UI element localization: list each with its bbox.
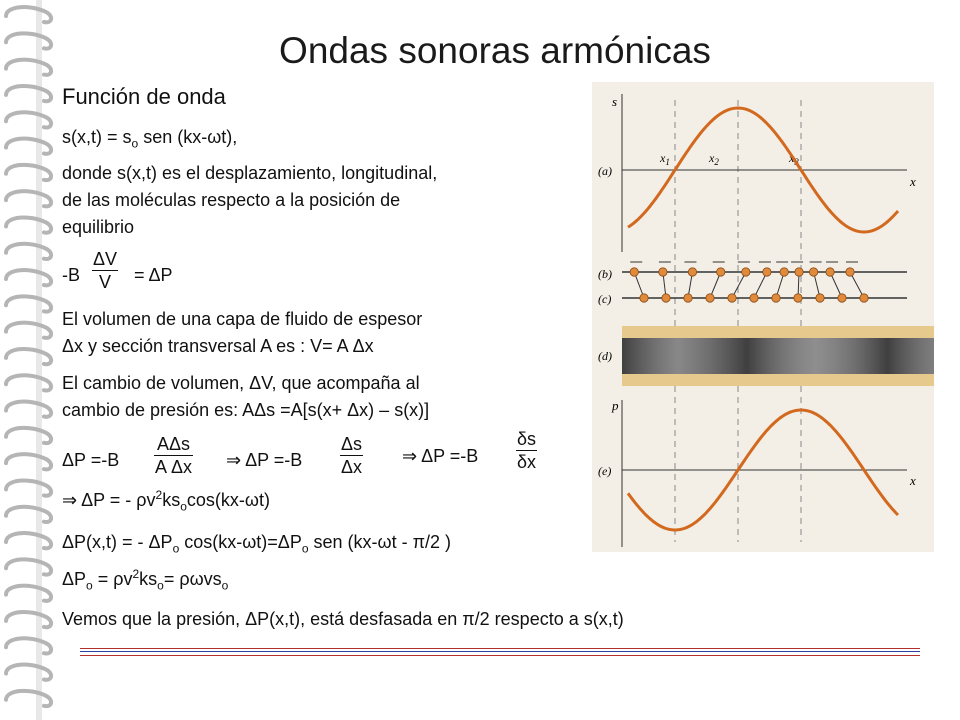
pressure-eq-2: ΔP(x,t) = - $\Delta P_o$ $\cos(kx-\omega t)=\Delta P_o$ sen (kx-ωt - π/2 ) xyxy=(62,532,452,556)
binding-ring xyxy=(6,480,51,495)
pressure-amplitude-eq: $\Delta P_o = \rho v^2ks_o= \rho\omega vs_o$ xyxy=(62,567,229,593)
particle xyxy=(794,294,802,302)
spiral-binding xyxy=(0,0,60,720)
particle xyxy=(838,294,846,302)
bottom-rule-blue xyxy=(80,651,920,652)
label-x1: $x_1$ xyxy=(660,151,670,167)
pressure-eq-1: ⇒ ΔP = - $\rho v^2ks_o\cos(kx-\omega t)$ xyxy=(62,488,270,514)
bulk-fraction: $\frac{\Delta V}{V}$ xyxy=(93,249,118,292)
binding-ring xyxy=(6,323,51,338)
binding-ring xyxy=(6,7,51,22)
label-c: (c) xyxy=(598,292,612,306)
wave-function-line: $s(x,t) = s_o$ sen (kx-ωt), xyxy=(62,127,238,151)
label-x2: $x_2$ xyxy=(709,151,719,167)
section-subtitle: Función de onda xyxy=(62,84,226,109)
particle xyxy=(816,294,824,302)
label-b: (b) xyxy=(598,267,612,281)
figure-background xyxy=(592,82,934,552)
label-x3: $x_3$ xyxy=(789,151,799,167)
dp-eq3-prefix: ⇒ ΔP =-B xyxy=(402,446,479,466)
particle xyxy=(780,268,788,276)
binding-ring xyxy=(6,665,51,680)
particle xyxy=(688,268,696,276)
binding-ring xyxy=(6,139,51,154)
dp-eq2-fraction: $\frac{\Delta s}{\Delta x}$ xyxy=(341,434,363,477)
binding-ring xyxy=(6,612,51,627)
text-line: cambio de presión es: AΔs =A[s(x+ Δx) – s(x)] xyxy=(62,400,430,420)
text-line: El volumen de una capa de fluido de espesor xyxy=(62,309,423,329)
binding-ring xyxy=(6,402,51,417)
particle xyxy=(742,268,750,276)
binding-ring xyxy=(6,296,51,311)
particle xyxy=(750,294,758,302)
particle xyxy=(728,294,736,302)
label-a: (a) xyxy=(598,164,612,178)
particle xyxy=(640,294,648,302)
dp-eq1-fraction: AΔs A Δx xyxy=(155,434,193,477)
particle xyxy=(826,268,834,276)
bulk-eq-prefix: -B xyxy=(62,265,80,285)
text-line: equilibrio xyxy=(62,217,135,237)
tube-shading xyxy=(622,338,934,374)
binding-ring xyxy=(6,691,51,706)
particle xyxy=(684,294,692,302)
binding-ring xyxy=(6,86,51,101)
dp-eq3-fraction: $\frac{\delta s}{\delta x}$ xyxy=(517,429,537,472)
wave-figure xyxy=(592,82,934,552)
particle xyxy=(630,268,638,276)
particle xyxy=(772,294,780,302)
dp-eq1-prefix: ΔP =-B xyxy=(62,450,120,470)
text-line: de las moléculas respecto a la posición de xyxy=(62,190,401,210)
label-s: s xyxy=(612,94,618,109)
label-d: (d) xyxy=(598,349,612,363)
binding-ring xyxy=(6,349,51,364)
binding-ring xyxy=(6,112,51,127)
binding-ring xyxy=(6,217,51,232)
binding-ring xyxy=(6,428,51,443)
particle xyxy=(860,294,868,302)
binding-ring xyxy=(6,165,51,180)
particle xyxy=(659,268,667,276)
bottom-rule-red xyxy=(80,648,920,649)
particle xyxy=(809,268,817,276)
binding-ring xyxy=(6,586,51,601)
text-line: Δx y sección transversal A es : V= A Δx xyxy=(62,336,374,356)
page-title: Ondas sonoras armónicas xyxy=(279,30,711,71)
binding-ring xyxy=(6,375,51,390)
conclusion-text: Vemos que la presión, ΔP(x,t), está desfasada en π/2 respecto a s(x,t) xyxy=(62,609,624,629)
binding-ring xyxy=(6,559,51,574)
binding-ring xyxy=(6,244,51,259)
label-x-a: x xyxy=(910,174,916,189)
label-e: (e) xyxy=(598,464,612,478)
binding-ring xyxy=(6,270,51,285)
label-p: p xyxy=(612,398,619,413)
particle xyxy=(662,294,670,302)
particle xyxy=(717,268,725,276)
bottom-rule-red-2 xyxy=(80,655,920,656)
binding-ring xyxy=(6,638,51,653)
particle xyxy=(846,268,854,276)
particle xyxy=(795,268,803,276)
dp-eq2-prefix: ⇒ ΔP =-B xyxy=(226,450,303,470)
particle xyxy=(706,294,714,302)
text-line: El cambio de volumen, ΔV, que acompaña al xyxy=(62,373,420,393)
binding-ring xyxy=(6,454,51,469)
binding-ring xyxy=(6,191,51,206)
label-x-e: x xyxy=(910,473,916,488)
binding-ring xyxy=(6,507,51,522)
text-line: donde s(x,t) es el desplazamiento, longitudinal, xyxy=(62,163,438,183)
binding-ring xyxy=(6,533,51,548)
bulk-eq-suffix: = ΔP xyxy=(134,265,173,285)
particle xyxy=(763,268,771,276)
